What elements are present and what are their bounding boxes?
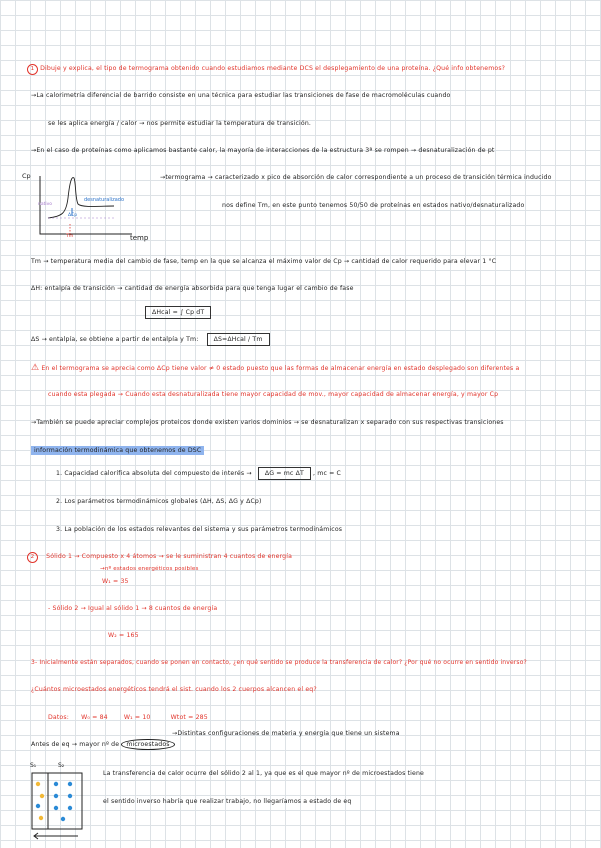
paragraph-10: →También se puede apreciar complejos proteicos donde existen varios dominios → se desnaturalizan x separado con sus respectivas transiciones xyxy=(31,419,504,426)
states-note: →nº estados energéticos posibles xyxy=(100,566,199,572)
heat-flow-arrow xyxy=(34,833,78,839)
paragraph-3: →En el caso de proteínas como aplicamos bastante calor, la mayoría de interacciones de la estructura 3ª se rompen → desnaturalización de pt xyxy=(31,147,495,154)
paragraph-6: ΔH: entalpía de transición → cantidad de energía absorbida para que tenga lugar el cambio de fase xyxy=(31,285,354,292)
tm-label: Tm xyxy=(66,234,74,239)
list-item-1-text: 1. Capacidad calorífica absoluta del compuesto de interés → xyxy=(56,470,252,477)
temp-axis-label: temp xyxy=(130,234,149,242)
microstates-circled: microestados xyxy=(121,739,174,750)
paragraph-2: se les aplica energía / calor → nos permite estudiar la temperatura de transición. xyxy=(48,120,312,127)
solid-2-dot xyxy=(54,806,58,810)
solid-1-dot xyxy=(40,794,44,798)
data-row xyxy=(48,714,208,721)
formula-delta-s: ΔS=ΔHcal / Tm xyxy=(207,333,270,346)
thermogram-graph xyxy=(22,168,162,248)
before-eq-text: Antes de eq → mayor nº de xyxy=(31,741,120,748)
microstates-definition: →Distintas configuraciones de materia y energía que tiene un sistema xyxy=(172,730,400,737)
w2-value: W₂ = 165 xyxy=(108,632,139,639)
explanation-2: el sentido inverso habría que realizar trabajo, no llegaríamos a estado de eq xyxy=(103,798,352,805)
list-item-1-formula: ΔG = mc ΔT xyxy=(258,467,311,480)
list-item-1-tail: , mc = C xyxy=(313,470,342,477)
axes xyxy=(40,176,132,234)
solid-2-text: - Sólido 2 → Igual al sólido 1 → 8 cuantos de energía xyxy=(48,605,218,612)
paragraph-8 xyxy=(31,363,519,373)
paragraph-5: Tm → temperatura media del cambio de fase, temp en la que se alcanza el máximo valor de Cp → cantidad de calor requerido para elevar 1 °C xyxy=(31,258,497,265)
delta-cp-label: ΔCp xyxy=(68,213,78,218)
data-w0: W₀ = 84 xyxy=(81,714,108,721)
solid-2-dot xyxy=(68,806,72,810)
data-w1: W₁ = 10 xyxy=(123,714,151,721)
native-label: nativo xyxy=(38,202,53,207)
solid-2-label: S₂ xyxy=(58,762,65,769)
solid-2-dot xyxy=(54,794,58,798)
solids-svg xyxy=(28,762,88,842)
paragraph-9: cuando esta plegada → Cuando esta desnaturalizada tiene mayor capacidad de mov., mayor capacidad de almacenar energía, y mayor Cp xyxy=(48,391,499,398)
solid-1-dot xyxy=(39,816,43,820)
explanation-1: La transferencia de calor ocurre del sólido 2 al 1, ya que es el que mayor nº de microestados tiene xyxy=(103,770,425,777)
question-number-1: 1 xyxy=(27,64,38,75)
question-1 xyxy=(27,64,505,75)
solid-2-dot xyxy=(54,782,58,786)
question-number-2: 2 xyxy=(27,552,38,563)
paragraph-8-text: En el termograma se aprecia como ΔCp tiene valor ≠ 0 estado puesto que las formas de almacenar energía en estado desplegado son diferentes a xyxy=(41,365,520,372)
data-label: Datos: xyxy=(48,714,69,721)
paragraph-4b: nos define Tm, en este punto tenemos 50/50 de proteínas en estados nativo/desnaturalizado xyxy=(222,202,525,209)
paragraph-7 xyxy=(31,336,270,343)
before-eq xyxy=(31,741,175,748)
cp-axis-label: Cp xyxy=(22,172,31,180)
question-3-line-2: ¿Cuántos microestados energéticos tendrá el sist. cuando los 2 cuerpos alcancen el eq? xyxy=(31,686,317,693)
paragraph-4a: →termograma → caracterizado x pico de absorción de calor correspondiente a un proceso de transición térmica inducido xyxy=(160,174,552,181)
solids-box xyxy=(32,773,82,829)
question-2-text: Sólido 1 → Compuesto x 4 átomos → se le suministran 4 cuantos de energía xyxy=(46,553,293,560)
question-1-text: Dibuje y explica, el tipo de termograma obtenido cuando estudiamos mediante DCS el desplegamiento de una proteína. ¿Qué info obtenemos? xyxy=(40,65,506,72)
warning-icon: ⚠ xyxy=(31,363,40,373)
highlight-heading: información termodinámica que obtenemos de DSC xyxy=(31,446,204,455)
list-item-2: 2. Los parámetros termodinámicos globales (ΔH, ΔS, ΔG y ΔCp) xyxy=(56,498,262,505)
solid-2-dot xyxy=(68,794,72,798)
solid-1-dot xyxy=(36,804,40,808)
solid-2-dot xyxy=(68,782,72,786)
solid-2-dot xyxy=(61,817,65,821)
question-3-line-1: 3- Inicialmente están separados, cuando se ponen en contacto, ¿en qué sentido se produce la transferencia de calor? ¿Por qué no ocurre en sentido inverso? xyxy=(31,659,527,666)
paragraph-7-text: ΔS → entalpía, se obtiene a partir de entalpía y Tm: xyxy=(31,336,199,343)
solid-1-label: S₁ xyxy=(30,762,37,769)
list-item-3: 3. La población de los estados relevantes del sistema y sus parámetros termodinámicos xyxy=(56,526,343,533)
solids-diagram xyxy=(28,762,88,842)
list-item-1 xyxy=(56,470,341,477)
solid-1-dot xyxy=(36,782,40,786)
denatured-label: desnaturalizado xyxy=(84,197,125,203)
w1-value: W₁ = 35 xyxy=(102,578,129,585)
paragraph-1: →La calorimetría diferencial de barrido consiste en una técnica para estudiar las transiciones de fase de macromoléculas cuando xyxy=(31,92,451,99)
question-2 xyxy=(27,552,292,563)
data-wtot: Wtot = 285 xyxy=(170,714,208,721)
formula-delta-h: ΔHcal = ∫ Cp dT xyxy=(145,306,211,319)
